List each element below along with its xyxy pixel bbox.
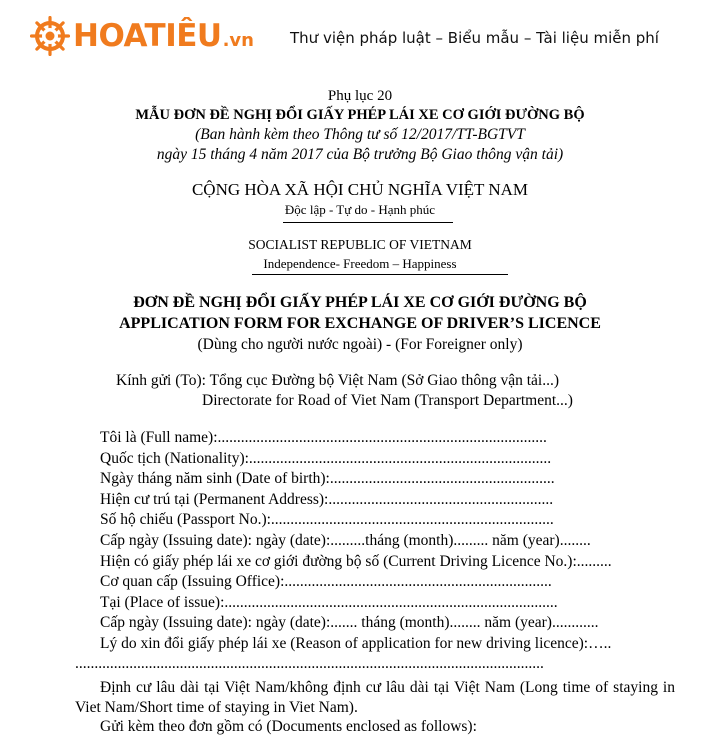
field-current-licence-no[interactable]: Hiện có giấy phép lái xe cơ giới đường bộ số (Current Driving Licence No.):......... — [100, 553, 612, 570]
field-licence-issuing-date[interactable]: Cấp ngày (Issuing date): ngày (date):....... tháng (month)........ năm (year)............ — [100, 614, 599, 631]
site-header — [0, 0, 720, 80]
form-template-title: MẪU ĐƠN ĐỀ NGHỊ ĐỔI GIẤY PHÉP LÁI XE CƠ GIỚI ĐƯỜNG BỘ — [135, 107, 585, 123]
appendix-label: Phụ lục 20 — [327, 88, 393, 104]
brand-name: HOATIÊU — [73, 17, 222, 54]
field-reason[interactable]: Lý do xin đổi giấy phép lái xe (Reason of application for new driving licence):….. — [100, 635, 612, 652]
site-tagline: Thư viện pháp luật – Biểu mẫu – Tài liệu miễn phí — [290, 29, 659, 47]
republic-name-en: SOCIALIST REPUBLIC OF VIETNAM — [248, 237, 472, 252]
issued-by-line-1: (Ban hành kèm theo Thông tư số 12/2017/TT-BGTVT — [195, 126, 525, 143]
brand-domain: .vn — [222, 29, 254, 51]
issued-by-line-2: ngày 15 tháng 4 năm 2017 của Bộ trưởng Bộ Giao thông vận tải) — [156, 146, 564, 163]
motto-en-underline — [252, 274, 508, 275]
recipient-line-2: Directorate for Road of Viet Nam (Transport Department...) — [202, 392, 573, 409]
field-reason-continued[interactable]: ......................................................................................................................... — [75, 655, 544, 672]
field-full-name[interactable]: Tôi là (Full name):..................................................................................... — [100, 429, 547, 446]
motto-vi-underline — [283, 222, 453, 223]
motto-vi: Độc lập - Tự do - Hạnh phúc — [284, 202, 436, 217]
brand-logo[interactable] — [30, 14, 254, 58]
application-title-en: APPLICATION FORM FOR EXCHANGE OF DRIVER’S LICENCE — [119, 315, 601, 332]
field-passport-issuing-date[interactable]: Cấp ngày (Issuing date): ngày (date):.........tháng (month)......... năm (year)........ — [100, 532, 591, 549]
residence-paragraph: Định cư lâu dài tại Việt Nam/không định cư lâu dài tại Việt Nam (Long time of staying in Viet Nam/Short time of staying in Viet Nam). — [75, 679, 675, 716]
recipient-line-1: Kính gửi (To): Tổng cục Đường bộ Việt Nam (Sở Giao thông vận tải...) — [116, 372, 560, 389]
field-issuing-office[interactable]: Cơ quan cấp (Issuing Office):..................................................................... — [100, 573, 552, 590]
application-subtitle: (Dùng cho người nước ngoài) - (For Foreigner only) — [197, 336, 523, 353]
field-passport-no[interactable]: Số hộ chiếu (Passport No.):......................................................................... — [100, 511, 554, 528]
field-permanent-address[interactable]: Hiện cư trú tại (Permanent Address):.......................................................... — [100, 491, 554, 508]
field-nationality[interactable]: Quốc tịch (Nationality):.............................................................................. — [100, 450, 552, 467]
application-title-vi: ĐƠN ĐỀ NGHỊ ĐỔI GIẤY PHÉP LÁI XE CƠ GIỚI ĐƯỜNG BỘ — [133, 294, 587, 311]
field-place-of-issue[interactable]: Tại (Place of issue):...................................................................................... — [100, 594, 558, 611]
field-date-of-birth[interactable]: Ngày tháng năm sinh (Date of birth):.......................................................... — [100, 470, 555, 487]
ship-wheel-icon — [30, 16, 70, 56]
documents-enclosed-label: Gửi kèm theo đơn gồm có (Documents enclosed as follows): — [100, 718, 477, 735]
republic-name-vi: CỘNG HÒA XÃ HỘI CHỦ NGHĨA VIỆT NAM — [191, 180, 529, 199]
motto-en: Independence- Freedom – Happiness — [263, 256, 457, 271]
